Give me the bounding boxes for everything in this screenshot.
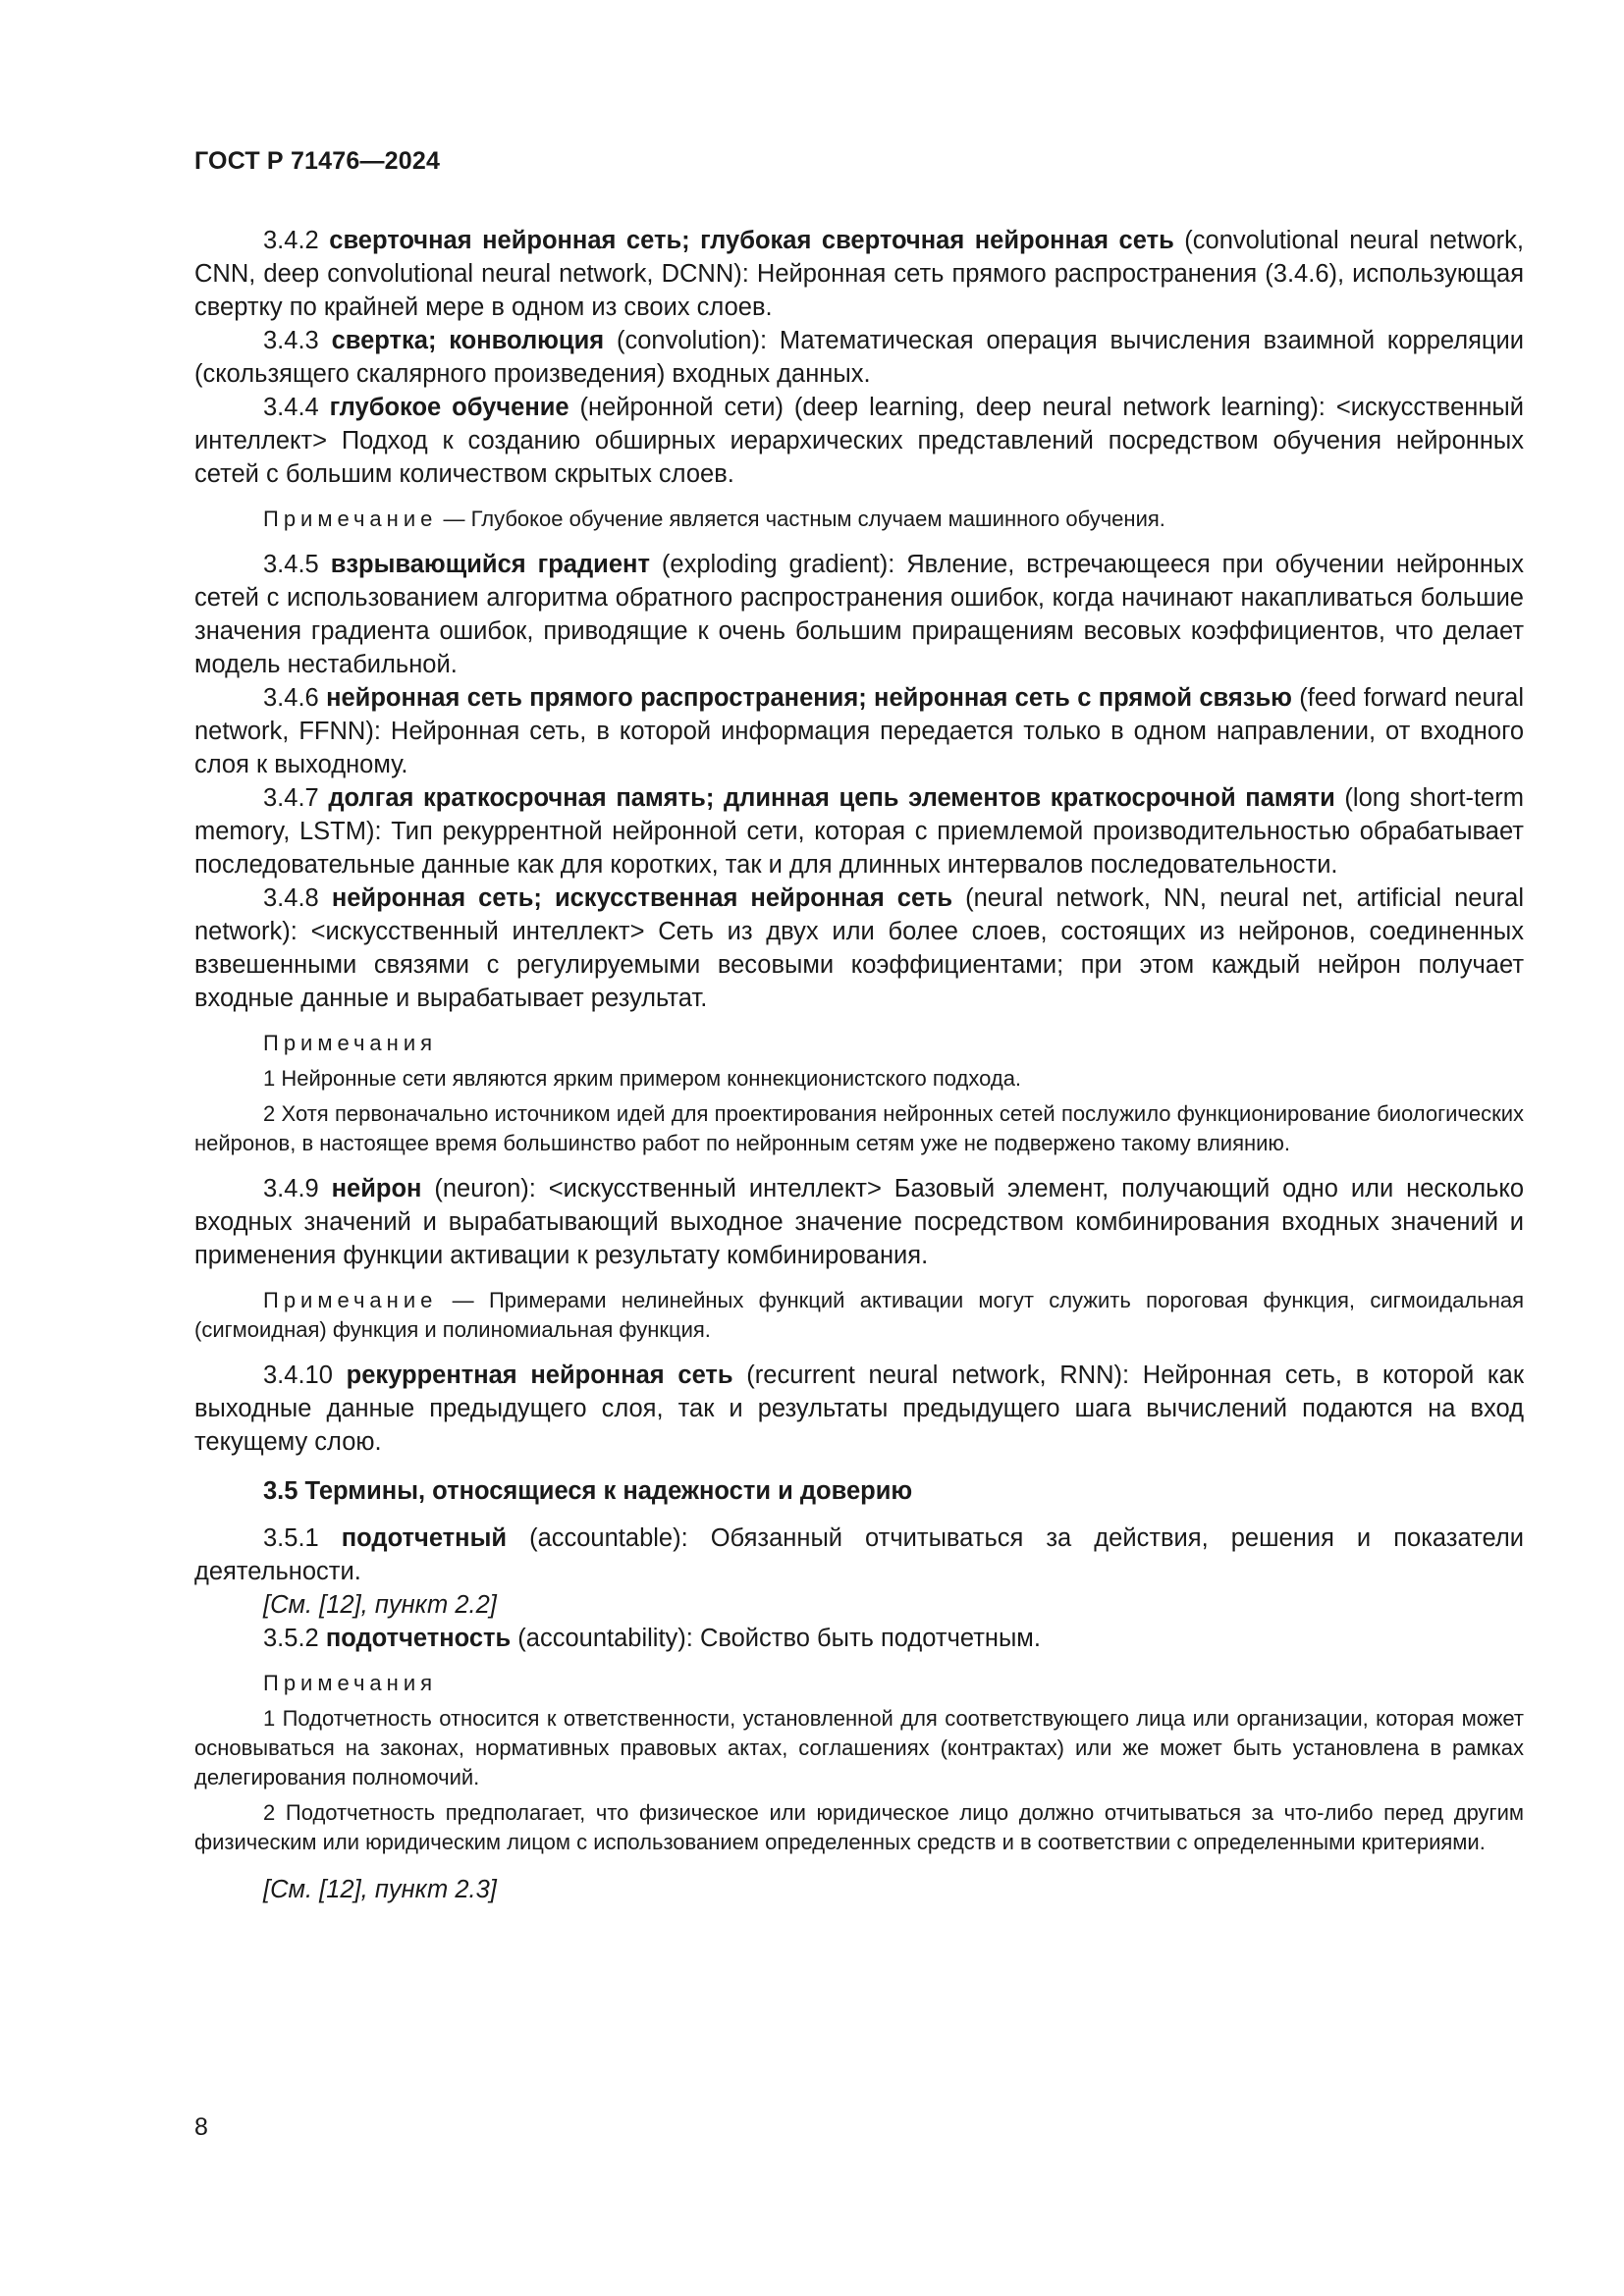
entry-3-4-4 (194, 391, 1524, 491)
notes-label-3-5-2: Примечания (263, 1671, 438, 1695)
entry-definition: (accountability): Свойство быть подотчетным. (511, 1625, 1041, 1652)
entry-term: сверточная нейронная сеть; глубокая сверточная нейронная сеть (329, 227, 1174, 254)
entry-3-4-6 (194, 681, 1524, 781)
entry-term: глубокое обучение (329, 394, 569, 421)
entry-term: подотчетность (325, 1625, 512, 1652)
entry-definition: (accountable): Обязанный отчитываться за действия, решения и показатели деятельности. (194, 1524, 1524, 1585)
note-3-4-9 (194, 1286, 1524, 1345)
citation: [См. [12], пункт 2.2] (263, 1591, 497, 1619)
entry-definition: (neuron): <искусственный интеллект> Базовый элемент, получающий одно или несколько входных значений и вырабатывающий выходное значение посредством комбинирования входных значений и применения функции активации к результату комбинирования. (194, 1175, 1524, 1269)
entry-number: 3.4.9 (263, 1175, 319, 1202)
entry-definition: (convolution): Математическая операция вычисления взаимной корреляции (скользящего скалярного произведения) входных данных. (194, 327, 1524, 388)
entry-3-4-3 (194, 324, 1524, 391)
entry-definition: (нейронной сети) (deep learning, deep neural network learning): <искусственный интеллект> Подход к созданию обширных иерархических представлений посредством обучения нейронных сетей с большим количеством скрытых слоев. (194, 394, 1524, 488)
entry-definition: (neural network, NN, neural net, artificial neural network): <искусственный интеллект> Сеть из двух или более слоев, состоящих из нейронов, соединенных взвешенными связями с регулируемыми весовыми коэффициентами; при этом каждый нейрон получает входные данные и вырабатывает результат. (194, 884, 1524, 1012)
document-header: ГОСТ Р 71476—2024 (194, 147, 441, 175)
entry-definition: (long short-term memory, LSTM): Тип рекуррентной нейронной сети, которая с приемлемой производительностью обрабатывает последовательные данные как для коротких, так и для длинных интервалов последовательности. (194, 784, 1524, 879)
entry-number: 3.4.10 (263, 1362, 333, 1389)
entry-term: свертка; конволюция (331, 327, 605, 354)
note-item: 1 Подотчетность относится к ответственности, установленной для соответствующего лица или организации, которая может основываться на законах, нормативных правовых актах, соглашениях (контрактах) или же может быть установлена в рамках делегирования полномочий. (194, 1706, 1524, 1789)
note-item: 2 Хотя первоначально источником идей для проектирования нейронных сетей послужило функционирование биологических нейронов, в настоящее время большинство работ по нейронным сетям уже не подвержено такому влиянию. (194, 1101, 1524, 1155)
note-text: — Примерами нелинейных функций активации могут служить пороговая функция, сигмоидальная (сигмоидная) функция и полиномиальная функция. (194, 1288, 1524, 1342)
entry-number: 3.4.2 (263, 227, 319, 254)
citation: [См. [12], пункт 2.3] (263, 1876, 497, 1903)
note-item: 2 Подотчетность предполагает, что физическое или юридическое лицо должно отчитываться за что-либо перед другим физическим или юридическим лицом с использованием определенных средств и в соответствии с определенными критериями. (194, 1800, 1524, 1854)
notes-label-3-4-8: Примечания (263, 1031, 438, 1055)
section-heading-3-5: 3.5 Термины, относящиеся к надежности и доверию (263, 1477, 913, 1505)
entry-number: 3.4.8 (263, 884, 319, 912)
entry-number: 3.4.7 (263, 784, 319, 812)
entry-term: подотчетный (341, 1524, 508, 1552)
page-number: 8 (194, 2113, 208, 2141)
entry-definition: (recurrent neural network, RNN): Нейронная сеть, в которой как выходные данные предыдущего слоя, так и результаты предыдущего шага вычислений подаются на вход текущему слою. (194, 1362, 1524, 1456)
entry-number: 3.5.1 (263, 1524, 319, 1552)
entry-term: долгая краткосрочная память; длинная цепь элементов краткосрочной памяти (328, 784, 1335, 812)
entry-term: нейронная сеть; искусственная нейронная сеть (331, 884, 952, 912)
entry-term: нейронная сеть прямого распространения; нейронная сеть с прямой связью (326, 684, 1292, 712)
entry-number: 3.4.3 (263, 327, 319, 354)
entry-term: взрывающийся градиент (330, 551, 650, 578)
entry-3-5-2 (194, 1622, 1524, 1655)
note-label: Примечание (263, 1288, 438, 1312)
entry-definition: (exploding gradient): Явление, встречающееся при обучении нейронных сетей с использованием алгоритма обратного распространения ошибок, когда начинают накапливаться большие значения градиента ошибок, приводящие к очень большим приращениям весовых коэффициентов, что делает модель нестабильной. (194, 551, 1524, 678)
entry-3-4-10 (194, 1359, 1524, 1459)
entry-3-4-8 (194, 881, 1524, 1015)
entry-number: 3.4.5 (263, 551, 319, 578)
note-3-4-4 (194, 505, 1524, 534)
entry-number: 3.4.4 (263, 394, 319, 421)
entry-3-4-9 (194, 1172, 1524, 1272)
note-text: — Глубокое обучение является частным случаем машинного обучения. (437, 507, 1165, 531)
entry-term: рекуррентная нейронная сеть (346, 1362, 733, 1389)
entry-term: нейрон (331, 1175, 422, 1202)
entry-3-5-1 (194, 1522, 1524, 1588)
entry-3-4-2 (194, 224, 1524, 324)
entry-number: 3.5.2 (263, 1625, 319, 1652)
entry-definition: (convolutional neural network, CNN, deep convolutional neural network, DCNN): Нейронная сеть прямого распространения (3.4.6), использующая свертку по крайней мере в одном из своих слоев. (194, 227, 1524, 321)
note-label: Примечание (263, 507, 438, 531)
entry-3-4-5 (194, 548, 1524, 681)
note-item: 1 Нейронные сети являются ярким примером коннекционистского подхода. (263, 1066, 1022, 1091)
document-body (194, 224, 1524, 1906)
entry-3-4-7 (194, 781, 1524, 881)
entry-number: 3.4.6 (263, 684, 319, 712)
entry-definition: (feed forward neural network, FFNN): Нейронная сеть, в которой информация передается только в одном направлении, от входного слоя к выходному. (194, 684, 1524, 778)
